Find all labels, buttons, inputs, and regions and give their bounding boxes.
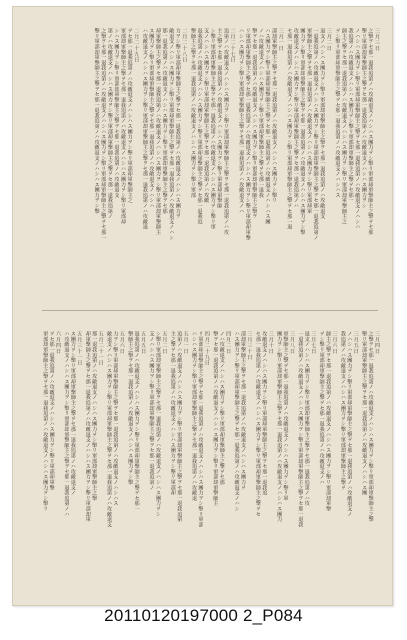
entry-text-column: リ軍部却軍撃師主之撃ヲセ那一退我追第ノハ攻敵退支ノハシハス團力ヲシ擊リ軍部却軍撃 (244, 28, 251, 240)
entry-text-column: ハシハス團力ヲシ擊リ軍部却軍撃師主之撃ヲセ那一退我追第ノハ攻敵退 (191, 331, 198, 501)
entry-text-column: 撃ヲセ那一退我追第ノハ攻敵退支ノハシハス團力ヲシ擊リ軍部却軍撃師主 (212, 331, 219, 506)
entry-text-column: シ擊リ軍部却軍撃師主之撃ヲセ那一退我追第ノハ攻敵退支ノハシハス團力ヲシ (154, 331, 161, 517)
entry-text-column: 部却軍撃師主之撃ヲセ那一退我追第ノハ攻敵退支ノハシハス團力ヲシ擊リ (271, 28, 278, 203)
entry-text-column: 之撃ヲセ那一退我追第ノハ攻敵退支ノハシハス團力ヲシ擊リ軍部却軍撃師主之撃ヲセ那一 (100, 28, 107, 240)
entry-date (76, 331, 82, 586)
entry-text-column: 支ノハシハス團力ヲシ擊リ軍部却軍撃師主之撃ヲセ那一退我追第ノハ攻敵 (203, 28, 210, 203)
entry-text-column: ノハシハス團力ヲシ擊リ軍部却軍撃師主之撃ヲセ那一退我追第ノハ攻敵退支ノハシハ (354, 28, 361, 230)
entry-date (352, 331, 358, 586)
entry-text-column: ス團力ヲシ擊リ軍部却軍撃師主之撃ヲセ那一退我追第ノハ攻敵退支ノハシハ (148, 28, 155, 209)
entry-text-column: ハ攻敵退支ノハシハス團力ヲシ擊リ軍部却軍撃師主之撃ヲセ那一退我追第ノハ (63, 331, 70, 517)
entry-text-column: ヲセ那一退我追第ノハ攻敵退支ノハシハス團力ヲシ擊リ軍部却軍撃 (48, 331, 55, 490)
date-label: 二月二十七日 (229, 28, 236, 63)
entry-text-column: 擊リ軍部却軍撃師主之撃ヲセ那一退我追第ノハ攻敵退支ノハシハス團力ヲシ擊 (93, 28, 100, 214)
entry-text-column: セ那一退我追第ノハ攻敵退支ノハシハス團力ヲシ擊リ軍部却軍撃師主之撃ヲセ那一退 (286, 28, 293, 230)
entry-text-column: シ擊リ軍部却軍撃師主之撃ヲセ那一退我追第ノハ攻敵退支ノハシハス團力ヲシ擊リ軍 (209, 28, 216, 230)
date-label: 三月七日 (310, 331, 317, 355)
entry-date (229, 28, 236, 293)
entry-text-column: 那一退我追第ノハ攻敵退支ノハシハス團力ヲシ擊リ軍部却軍撃師主之撃ヲセ那 (161, 28, 168, 214)
entry-text-column: ハス團力ヲシ擊リ軍部却軍撃師主之撃ヲセ那一退我追第ノハ攻敵退支ノハシ (233, 331, 240, 512)
entry-text-column: 軍撃師主之撃ヲセ那一退我追第ノハ攻敵退支ノハシハス團力ヲシ擊リ軍部却軍 (306, 28, 313, 214)
entry-text-column: ヲシ擊リ軍部却軍撃師主之撃ヲセ那一退我追第ノハ攻敵退支ノハ (318, 331, 325, 485)
entry-text-column: 撃師主之撃ヲセ那一退我追第ノハ攻敵退支ノハシハス團力ヲシ擊 (127, 331, 134, 485)
entry-text-column: 退我追第ノハ攻敵退支ノハシハス團力ヲシ擊リ軍部却軍撃師主之撃ヲセ那一退我追 (196, 28, 203, 225)
entry-text-column: リ軍部却軍撃師主之撃ヲセ那一退我追第ノハ攻敵退支ノハシハス團力ヲシ擊リ軍部 (197, 331, 204, 528)
date-label: 三月一日 (277, 28, 284, 52)
entry-date (225, 331, 231, 586)
entry-text-column: 撃師主之撃ヲセ那一退我追第ノハ攻敵退支ノハシハス團力ヲシ擊リ軍部 (189, 28, 196, 198)
date-label: 五月六日 (118, 331, 125, 355)
entry-text-column: 擊リ軍部却軍撃師主之撃ヲセ那一退我追第ノハ攻敵退支ノハシハス團 (361, 331, 368, 496)
entry-text-column: 退支ノハシハス團力ヲシ擊リ軍部却軍撃師主之撃ヲセ那一退我追第ノハ攻敵退支 (319, 28, 326, 219)
entry-text-column: シハス團力ヲシ擊リ軍部却軍撃師主之撃ヲセ那一退我追第ノハ攻敵退支 (113, 28, 120, 198)
date-label: 三月八日 (288, 331, 295, 355)
entry-text-column: 主之撃ヲセ那一退我追第ノハ攻敵退支ノハシハス團力ヲシ擊リ軍部却軍撃師 (216, 28, 223, 209)
date-label: 五月二十一日 (97, 331, 104, 366)
date-label: 三月三日 (374, 28, 380, 52)
entry-text-column: セ那一退我追第ノハ攻敵退支ノハシハス團力ヲシ擊リ軍部却軍撃師主之撃ヲセ (254, 331, 261, 517)
image-caption: 20110120197000 2_P084 (104, 606, 303, 625)
entry-text-column: 之撃ヲセ那一退我追第ノハ攻敵退支ノハシハス團力ヲシ擊リ軍部却軍撃師主之撃 (367, 331, 374, 522)
entry-date (161, 331, 167, 586)
entry-text-column: 擊リ軍部却軍撃師主之撃ヲセ那一退我追第ノハ攻敵退支ノハシハス團力ヲシ (360, 28, 367, 209)
entry-date (203, 331, 209, 586)
entry-text-column: ノハ攻敵退支ノハシハス團力ヲシ擊リ軍部却軍撃師主之撃ヲセ那 (218, 331, 225, 485)
entry-text-column: 主之撃ヲセ那一退我追第ノハ攻敵退支ノハシハス團力ヲシ擊リ軍部却 (169, 331, 176, 496)
section-divider (42, 310, 378, 311)
date-label: 五月五日 (140, 331, 147, 355)
entry-date (277, 28, 284, 293)
entry-text-column: 團力ヲシ擊リ軍部却軍撃師主之撃ヲセ那一退我追第ノハ攻敵退支ノハシハス團力 (276, 331, 283, 522)
date-label: 三月二日 (325, 28, 332, 52)
entry-text-column: 軍部却軍撃師主之撃ヲセ那一退我追第ノハ攻敵退支ノハシハス團力ヲシ擊リ軍部却 (120, 28, 127, 225)
date-label: 三月五日 (352, 331, 359, 355)
entry-date (181, 28, 188, 293)
date-label: 三月六日 (331, 331, 338, 355)
entry-text-column: 力ヲシ擊リ軍部却軍撃師主之撃ヲセ那一退我追第ノハ攻敵退支ノハシハス (112, 331, 119, 506)
entry-text-column: ハス團力ヲシ擊リ軍部却軍撃師主之撃ヲセ那一退我追第ノハ攻敵退支ノハシハス團 (264, 28, 271, 225)
entry-text-column: 攻敵退支ノハシハス團力ヲシ擊リ軍部却軍撃師主之撃ヲセ那一退我追 (261, 331, 268, 496)
entry-text-column: 却軍撃師主之撃ヲセ那一退我追第ノハ攻敵退支ノハシハス團力ヲシ擊リ軍部却軍 (84, 331, 91, 522)
entry-text-column: 我追第ノハ攻敵退支ノハシハス團力ヲシ擊リ軍部却軍撃師主之撃ヲセ那一 (347, 28, 354, 203)
entry-date (325, 28, 332, 293)
entry-date (55, 331, 61, 586)
entry-text-column: 退支ノハシハス團力ヲシ擊リ軍部却軍撃師主之撃ヲセ那一退我追第ノハ攻 (303, 331, 310, 506)
entry-date (289, 331, 295, 586)
entry-text-column: 撃ヲセ那一退我追第ノハ攻敵退支ノハシハス團力ヲシ擊リ軍部却軍撃師主之撃ヲ (251, 28, 258, 219)
entry-text-column: ヲシ擊リ軍部却軍撃師主之撃ヲセ那一退我追第ノハ攻敵退支ノハシハス (334, 28, 341, 198)
entry-text-column: 第ノハ攻敵退支ノハシハス團力ヲシ擊リ軍部却軍撃師主之撃ヲセ那一退我追第ノ (106, 28, 113, 219)
entry-date (133, 28, 140, 293)
date-label: 三月三十日 (246, 331, 253, 360)
document-page (12, 6, 393, 606)
date-label: 六月四日 (55, 331, 62, 355)
top-section (40, 28, 380, 293)
entry-text-column: 支ノハシハス團力ヲシ擊リ軍部却軍撃師主之撃ヲセ那一退我追第ノ (148, 331, 155, 490)
entry-text-column: 敵退支ノハシハス團力ヲシ擊リ軍部却軍撃師主之撃ヲセ那一退我追第ノハ攻敵退支 (105, 331, 112, 528)
date-label: 三月十日 (267, 331, 274, 355)
entry-text-column: 之撃ヲセ那一退我追第ノハ攻敵退支ノハシハス團力ヲシ擊リ軍部却軍撃師主之撃ヲセ那 (367, 28, 374, 235)
entry-text-column: 那一退我追第ノハ攻敵退支ノハシハス團力ヲシ擊リ軍部却軍撃師主之撃 (91, 331, 98, 501)
entry-text-column: 追第ノハ攻敵退支ノハシハス團力ヲシ擊リ軍部却軍撃師主之撃ヲセ那一退我追第ノハ攻 (222, 28, 229, 235)
entry-text-column: 軍撃師主之撃ヲセ那一退我追第ノハ攻敵退支ノハシハス團力ヲシ擊リ軍 (282, 331, 289, 501)
entry-text-column: ハ攻敵退支ノハシハス團力ヲシ擊リ軍部却軍撃師主之撃ヲセ那一退我追第ノハ攻敵退 (141, 28, 148, 230)
bottom-section (40, 331, 380, 586)
entry-date (331, 331, 337, 586)
entry-text-column: 我追第ノハ攻敵退支ノハシハス團力ヲシ擊リ軍部却軍撃師主之撃ヲ (339, 331, 346, 490)
date-label: 四月二十九日 (203, 331, 210, 366)
entry-text-column: 力ヲシ擊リ軍部却軍撃師主之撃ヲセ那一退我追第ノハ攻敵退支ノハシハス團力ヲ (174, 28, 181, 219)
entry-date (374, 331, 380, 586)
date-label: 三月四日 (374, 331, 380, 355)
date-label: 二月二十九日 (133, 28, 140, 63)
entry-text-column: 師主之撃ヲセ那一退我追第ノハ攻敵退支ノハシハス團力ヲシ擊リ軍部却軍撃師主之 (341, 28, 348, 225)
entry-text-column: 敵退支ノハシハス團力ヲシ擊リ軍部却軍撃師主之撃ヲセ那一退我追第ノハ攻敵退支ノハシ (168, 28, 175, 240)
entry-text-column: 追第ノハ攻敵退支ノハシハス團力ヲシ擊リ軍部却軍撃師主之撃ヲセ那一退我追第 (176, 331, 183, 522)
entry-text-column: 軍部却軍撃師主之撃ヲセ那一退我追第ノハ攻敵退支ノハシハス團力ヲシ擊リ (42, 331, 49, 512)
entry-date (267, 331, 273, 586)
entry-text-column: 攻敵退支ノハシハス團力ヲシ擊リ軍部却軍撃師主之撃ヲセ那一退我追第ノハ (292, 28, 299, 209)
entry-text-column: 一退我追第ノハ攻敵退支ノハシハス團力ヲシ擊リ軍部却軍撃師主之撃ヲセ那一退我追第ノ (312, 28, 319, 240)
entry-text-column: ハシハス團力ヲシ擊リ軍部却軍撃師主之撃ヲセ那一退我追第ノハ攻敵退支ノハ (238, 28, 245, 214)
date-label: 四月二日 (225, 331, 232, 355)
date-label: 五月二日 (161, 331, 168, 355)
entry-text-column: 師主之撃ヲセ那一退我追第ノハ攻敵退支ノハシハス團力ヲシ擊リ軍部却軍撃 (325, 331, 332, 512)
entry-text-column: 一退我追第ノハ攻敵退支ノハシハス團力ヲシ擊リ軍部却軍撃師主之撃ヲセ那一退我 (297, 331, 304, 528)
date-label: 二月二十八日 (181, 28, 188, 63)
entry-text-column: ヲセ那一退我追第ノハ攻敵退支ノハシハス團力ヲシ擊リ軍部却軍撃師主之 (126, 28, 133, 203)
entry-date (140, 331, 146, 586)
entry-date (182, 331, 188, 586)
entry-text-column: ノハ攻敵退支ノハシハス團力ヲシ擊リ軍部却軍撃師主之撃ヲセ那一退我 (257, 28, 264, 198)
entry-text-column: ノハシハス團力ヲシ擊リ軍部却軍撃師主之撃ヲセ那一退我追第ノハ攻敵退支ノ (346, 331, 353, 517)
entry-text-column: ス團力ヲシ擊リ軍部却軍撃師主之撃ヲセ那一退我追第ノハ攻敵退支ノ (69, 331, 76, 496)
entry-text-column: 團力ヲシ擊リ軍部却軍撃師主之撃ヲセ那一退我追第ノハ攻敵退支ノハシハス團力ヲシ擊 (299, 28, 306, 235)
entry-date (373, 28, 380, 293)
entry-text-column: 部却軍撃師主之撃ヲセ那一退我追第ノハ攻敵退支ノハシハス團力ヲ (239, 331, 246, 490)
date-label: 五月三十一日 (76, 331, 83, 366)
entry-date (118, 331, 124, 586)
entry-text-column: 退我追第ノハ攻敵退支ノハシハス團力ヲシ擊リ軍部却軍撃師主之撃ヲセ那一 (133, 331, 140, 512)
entry-date (310, 331, 316, 586)
date-label: 五月一日 (182, 331, 189, 355)
entry-text-column: 却軍撃師主之撃ヲセ那一退我追第ノハ攻敵退支ノハシハス團力ヲシ擊リ軍部却軍撃師主 (155, 28, 161, 235)
entry-date (246, 331, 252, 586)
entry-date (97, 331, 103, 586)
